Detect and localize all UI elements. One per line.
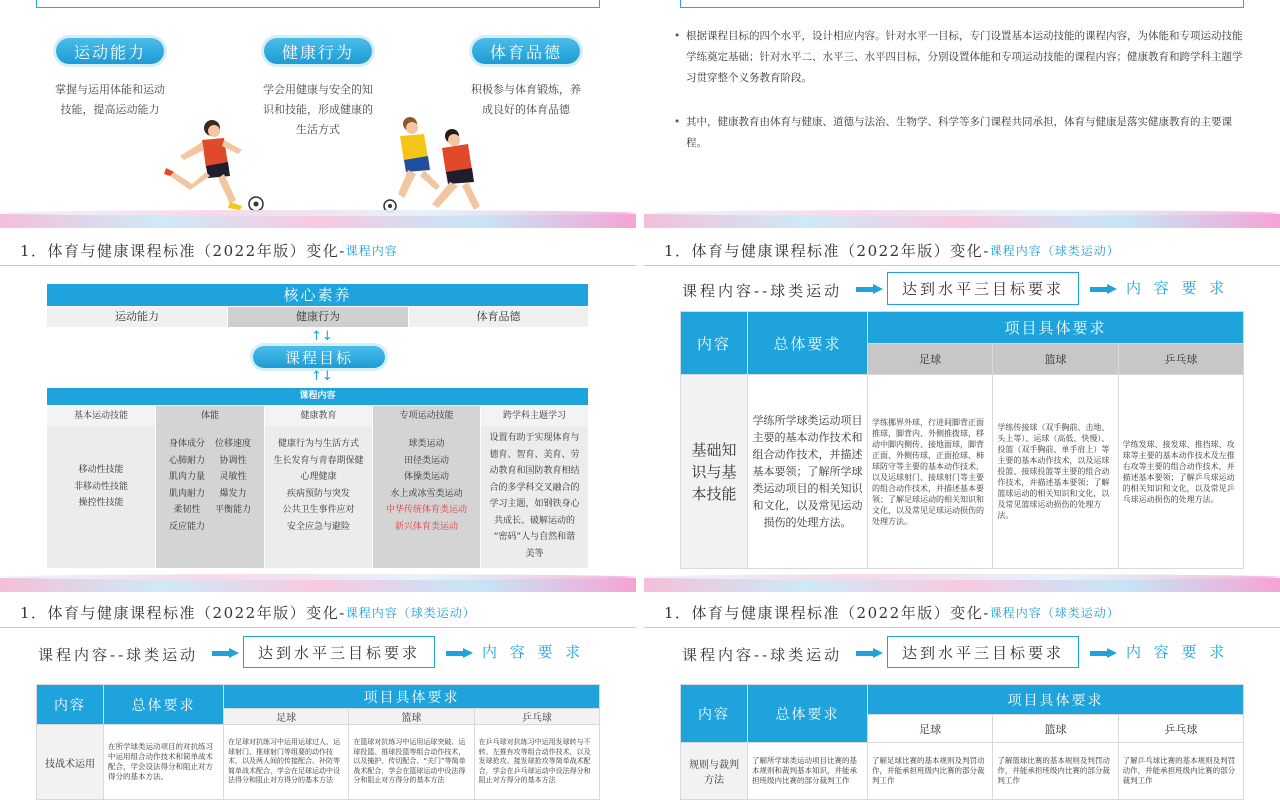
slide-core-literacy[interactable] (0, 0, 636, 228)
col-head-interdisciplinary: 跨学科主题学习 (481, 406, 588, 426)
requirements-table (680, 684, 1244, 800)
slide-content-design[interactable] (644, 0, 1280, 228)
col-basic-skills: 移动性技能 非移动性技能 操控性技能 (47, 426, 155, 568)
content-requirements-label: 内 容 要 求 (482, 643, 585, 661)
header-general: 总体要求 (748, 685, 868, 743)
row-label: 技战术运用 (37, 725, 104, 800)
core-literacy-bar: 核心素养 (47, 284, 588, 306)
row-label: 规则与裁判方法 (681, 743, 748, 800)
header-pingpong: 乒乓球 (1118, 715, 1243, 743)
col-head-basic-skills: 基本运动技能 (47, 406, 155, 426)
content-title: 课程内容--球类运动 (682, 282, 843, 300)
pingpong-requirement: 学练发球、接发球、推挡球、攻球等主要的基本动作技术及左推右攻等主要的组合动作技术，并描述基本要领；了解乒乓球运动的相关知识和文化，以及常见乒乓球运动损伤的处理方法。 (1118, 375, 1243, 569)
arrow-right-icon (1090, 648, 1118, 658)
col-head-health-education: 健康教育 (265, 406, 372, 426)
header-general: 总体要求 (748, 312, 868, 375)
header-content: 内容 (681, 312, 748, 375)
col-fitness: 身体成分 心肺耐力 肌肉力量 肌肉耐力 柔韧性 反应能力 位移速度 协调性 灵敏性 爆发力 平衡能力 (156, 426, 264, 568)
header-general: 总体要求 (104, 685, 224, 725)
top-frame-line (680, 0, 1244, 8)
header-content: 内容 (681, 685, 748, 743)
header-items: 项目具体要求 (868, 685, 1244, 715)
header-football: 足球 (224, 709, 349, 725)
arrow-right-icon (446, 648, 474, 658)
pill-sport-morality: 体育品德 (472, 38, 580, 64)
basketball-requirement: 了解篮球比赛的基本规则及判罚动作，并能承担班级内比赛的部分裁判工作 (993, 743, 1118, 800)
decorative-wave (0, 578, 636, 592)
slide-ball-tactics[interactable] (0, 598, 636, 800)
pill-sport-ability: 运动能力 (56, 38, 164, 64)
pill-health-behavior: 健康行为 (264, 38, 372, 64)
header-pingpong: 乒乓球 (474, 709, 599, 725)
level-three-box: 达到水平三目标要求 (887, 636, 1079, 668)
arrow-right-icon (212, 648, 240, 658)
soccer-player-illustration-left (150, 116, 270, 216)
requirements-table (36, 684, 600, 800)
pingpong-requirement: 了解乒乓球比赛的基本规则及判罚动作，并能承担班级内比赛的部分裁判工作 (1118, 743, 1243, 800)
core-item-sport-morality: 体育品德 (409, 307, 588, 327)
header-content: 内容 (37, 685, 104, 725)
decorative-wave (0, 214, 636, 228)
col-head-fitness: 体能 (156, 406, 264, 426)
col-head-special-skills: 专项运动技能 (373, 406, 480, 426)
football-requirement: 在足球对抗练习中运用运球过人、运球射门、推球射门等组要的动作技术，以及两人间的传接配合、补防等简单战术配合，学会在足球运动中设法得分和阻止对方得分的基本方法 (224, 725, 349, 800)
bullet-levels: • 根据课程目标的四个水平，设计相应内容。针对水平一目标，专门设置基本运动技能的课程内容，为体能和专项运动技能学练奠定基础；针对水平二、水平三、水平四目标，分别设置体能和专项运动技能的课程内容；健康教育和跨学科主题学习贯穿整个义务教育阶段。 (686, 26, 1246, 89)
arrow-right-icon (856, 284, 884, 294)
bullet-health-education: • 其中，健康教育由体育与健康、道德与法治、生物学、科学等多门课程共同承担，体育与健康是落实健康教育的主要课程。 (686, 112, 1246, 154)
header-items: 项目具体要求 (224, 685, 600, 709)
col-health-education: 健康行为与生活方式 生长发育与青春期保健 心理健康 疾病预防与突发 公共卫生事件应对 安全应急与避险 (265, 426, 372, 568)
header-football: 足球 (868, 344, 993, 375)
pill-sport-ability-desc: 掌握与运用体能和运动 技能，提高运动能力 (55, 83, 165, 116)
header-basketball: 篮球 (993, 344, 1118, 375)
level-three-box: 达到水平三目标要求 (243, 636, 435, 668)
row-label: 基础知识与基本技能 (681, 375, 748, 569)
header-items: 项目具体要求 (868, 312, 1244, 344)
top-frame-line (36, 0, 600, 8)
decorative-wave (644, 578, 1280, 592)
content-requirements-label: 内 容 要 求 (1126, 643, 1229, 661)
content-title: 课程内容--球类运动 (682, 646, 843, 664)
header-pingpong: 乒乓球 (1118, 344, 1243, 375)
level-three-box: 达到水平三目标要求 (887, 272, 1079, 305)
arrow-right-icon (1090, 284, 1118, 294)
core-item-sport-ability: 运动能力 (47, 307, 227, 327)
content-requirements-label: 内 容 要 求 (1126, 279, 1229, 297)
slide-header: 1．体育与健康课程标准（2022年版）变化- 课程内容（球类运动） (644, 236, 1280, 266)
header-basketball: 篮球 (349, 709, 474, 725)
arrow-right-icon (856, 648, 884, 658)
course-content-bar: 课程内容 (47, 388, 588, 405)
general-requirement: 学练所学球类运动项目主要的基本动作技术和组合动作技术，并描述基本要领；了解所学球类运动项目的相关知识和文化，以及常见运动损伤的处理方法。 (748, 375, 868, 569)
basketball-requirement: 在篮球对抗练习中运用运球突破、运球投篮、推球投篮等组合动作技术，以及掩护、传切配合、“关门”等简单战术配合，学会在篮球运动中设法得分和阻止对方得分的基本方法 (349, 725, 474, 800)
slide-header: 1．体育与健康课程标准（2022年版）变化- 课程内容 (0, 236, 636, 266)
slide-ball-basic-skills[interactable] (644, 236, 1280, 592)
col-interdisciplinary: 设置有助于实现体育与 德育、智育、美育、劳 动教育和国防教育相结 合的多学科交叉融合的 学习主题，如钢铁身心 共成长、破解运动的 “密码”人与自然和谐 美等 (481, 426, 588, 568)
soccer-players-illustration-right (376, 112, 506, 216)
slide-course-content-diagram[interactable] (0, 236, 636, 592)
course-goal-pill: 课程目标 (253, 346, 385, 368)
content-title: 课程内容--球类运动 (38, 646, 199, 664)
general-requirement: 了解所学球类运动项目比赛的基本规则和裁判基本知识，并能承担班级内比赛的部分裁判工作 (748, 743, 868, 800)
decorative-wave (644, 214, 1280, 228)
football-requirement: 学练挪界外球，行进间脚背正面推球，脚背内、外侧推拨球，移动中脚内侧传、接地面球，脚背正面、外侧传球，正面抢球、柿球防守等主要的基本动作技术，以及运球射门、接球射门等主要的组合动作技术，并描述基本要领；了解足球运动的相关知识和文化，以及常见足球运动损伤的处理方法。 (868, 375, 993, 569)
general-requirement: 在所学球类运动项目的对抗练习中运用组合动作技术和简单战术配合，学会设法得分和阻止对方得分的基本方法。 (104, 725, 224, 800)
header-basketball: 篮球 (993, 715, 1118, 743)
slide-header: 1．体育与健康课程标准（2022年版）变化- 课程内容（球类运动） (0, 598, 636, 628)
up-down-arrow-icon: ↑↓ (311, 369, 333, 384)
up-down-arrow-icon: ↑↓ (311, 329, 333, 344)
pill-sport-morality-desc: 积极参与体育锻炼，养 成良好的体育品德 (471, 83, 581, 116)
basketball-requirement: 学练传接球（双手胸前、击地、头上等）、运球（高低、快慢）、投篮（双手胸前、单手肩上）等主要的基本动作技术，以及运球投篮、接球投篮等主要的组合动作技术，并描述基本要领；了解篮球运动的相关知识和文化，以及常见篮球运动损伤的处理方法。 (993, 375, 1118, 569)
core-item-health-behavior: 健康行为 (228, 307, 408, 327)
football-requirement: 了解足球比赛的基本规则及判罚动作，并能承担班级内比赛的部分裁判工作 (868, 743, 993, 800)
slide-ball-rules[interactable] (644, 598, 1280, 800)
slide-header: 1．体育与健康课程标准（2022年版）变化- 课程内容（球类运动） (644, 598, 1280, 628)
header-football: 足球 (868, 715, 993, 743)
col-special-skills: 球类运动 田径类运动 体操类运动 水上或冰雪类运动 中华传统体育类运动 新兴体育类运动 (373, 426, 480, 568)
pingpong-requirement: 在乒乓球对抗练习中运用发球转与不转、左推有攻等组合动作技术，以及发球抢攻、接发球抢攻等简单战术配合，学会在乒乓球运动中设法得分和阻止对方得分的基本方法 (474, 725, 599, 800)
requirements-table (680, 311, 1244, 569)
pill-health-behavior-desc: 学会用健康与安全的知 识和技能，形成健康的 生活方式 (263, 83, 373, 136)
